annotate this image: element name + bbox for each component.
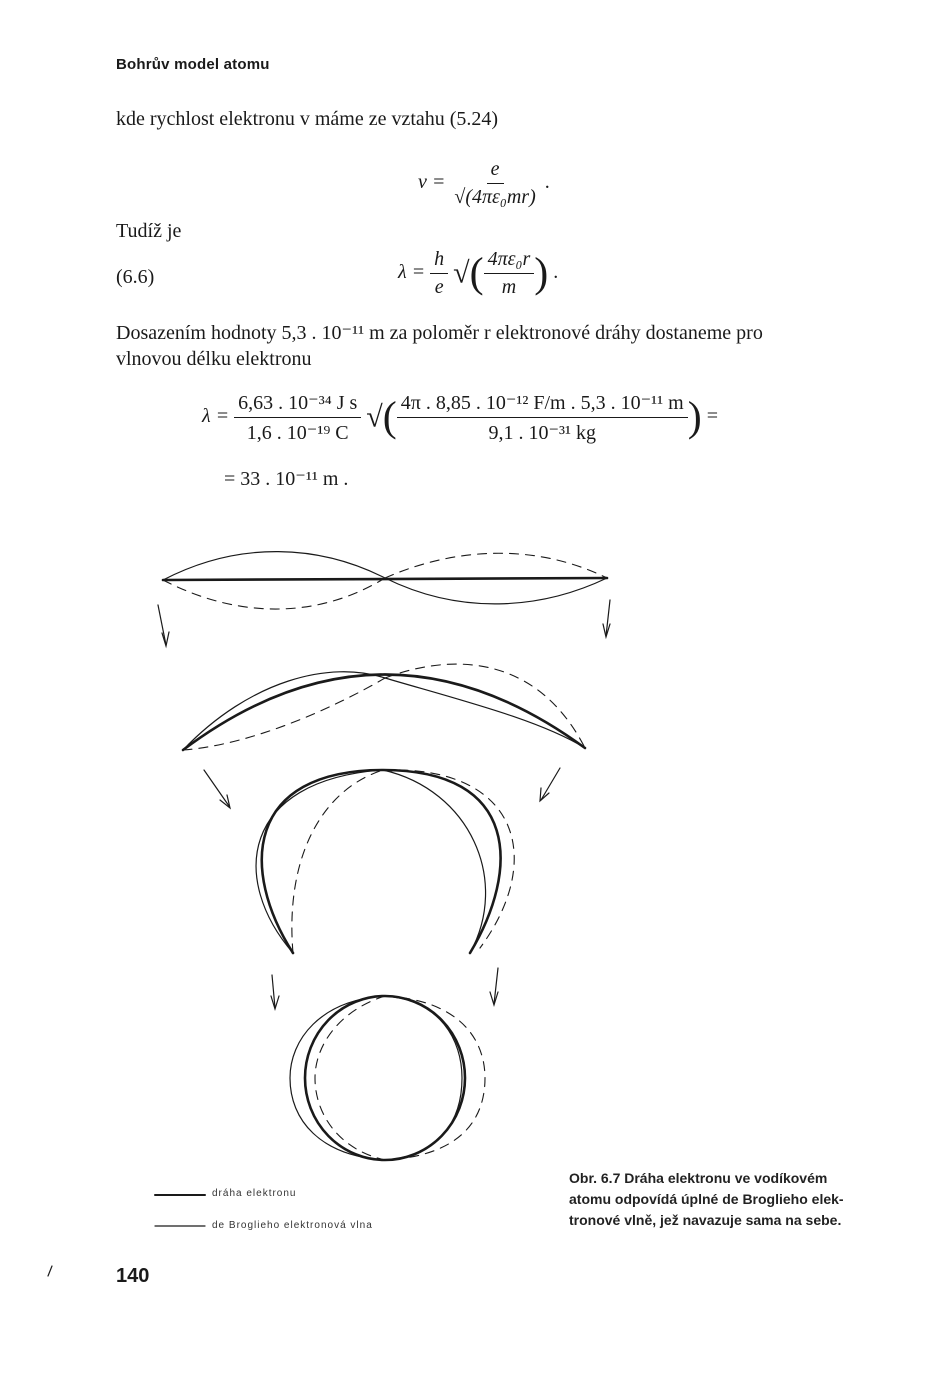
eq-numerator: e [487, 158, 504, 184]
arrow-1-left [158, 605, 169, 646]
arrow-2-left [204, 770, 230, 808]
eq-lhs: v = [418, 171, 446, 194]
paragraph-text: kde rychlost elektronu v máme ze vztahu (5.24) [116, 108, 499, 130]
legend-label-wave: de Broglieho elektronová vlna [212, 1220, 373, 1231]
stage-3-near-closed-wave [256, 770, 514, 953]
eq-numerator: 6,63 . 10⁻³⁴ J s [234, 390, 361, 418]
eq-denominator: √(4πε₀mr) [454, 186, 536, 208]
eq-inner-numerator: 4πε₀r [484, 248, 535, 274]
equation-number: (6.6) [116, 266, 155, 288]
eq-numerator: h [430, 248, 448, 274]
paren-open: ( [382, 394, 397, 441]
equation-result: = 33 . 10⁻¹¹ m . [224, 468, 349, 490]
margin-mark [48, 1266, 52, 1276]
eq-denominator: e [434, 276, 444, 298]
arrow-3-left [271, 975, 279, 1009]
eq-denominator: 1,6 . 10⁻¹⁹ C [246, 422, 349, 444]
paren-close: ) [687, 394, 702, 441]
paragraph-therefore: Tudíž je [116, 220, 182, 242]
eq-inner-numerator: 4π . 8,85 . 10⁻¹² F/m . 5,3 . 10⁻¹¹ m [397, 390, 688, 418]
eq-lhs: λ = [398, 261, 426, 284]
paragraph-substitution-line2: vlnovou délku elektronu [116, 348, 312, 370]
eq-inner-denominator: 9,1 . 10⁻³¹ kg [488, 422, 597, 444]
eq-tail: = [706, 405, 719, 428]
arrow-1-right [603, 600, 610, 637]
running-header: Bohrův model atomu [116, 56, 270, 73]
page-number: 140 [116, 1265, 150, 1287]
eq-tail: . [544, 171, 550, 194]
arrow-2-right [540, 768, 560, 801]
eq-inner-denominator: m [501, 276, 517, 298]
paragraph-substitution-line1: Dosazením hodnoty 5,3 . 10⁻¹¹ m za poloměr r elektronové dráhy dostaneme pro [116, 322, 763, 344]
stage-1-straight-wave [163, 552, 607, 609]
arrow-3-right [490, 968, 498, 1005]
caption-line: tronové vlně, jež navazuje sama na sebe. [569, 1212, 842, 1228]
sqrt-symbol: √ [366, 400, 383, 434]
paren-open: ( [469, 250, 484, 297]
stage-4-closed-orbit [290, 996, 485, 1160]
figure-caption [569, 1168, 844, 1231]
eq-tail: . [553, 261, 559, 284]
caption-line: atomu odpovídá úplné de Broglieho elek- [569, 1191, 844, 1207]
eq-lhs: λ = [202, 405, 230, 428]
sqrt-symbol: √ [453, 256, 470, 290]
paren-close: ) [534, 250, 549, 297]
legend-label-orbit: dráha elektronu [212, 1188, 297, 1199]
caption-line: Obr. 6.7 Dráha elektronu ve vodíkovém [569, 1170, 828, 1186]
stage-2-bent-wave [183, 664, 585, 750]
